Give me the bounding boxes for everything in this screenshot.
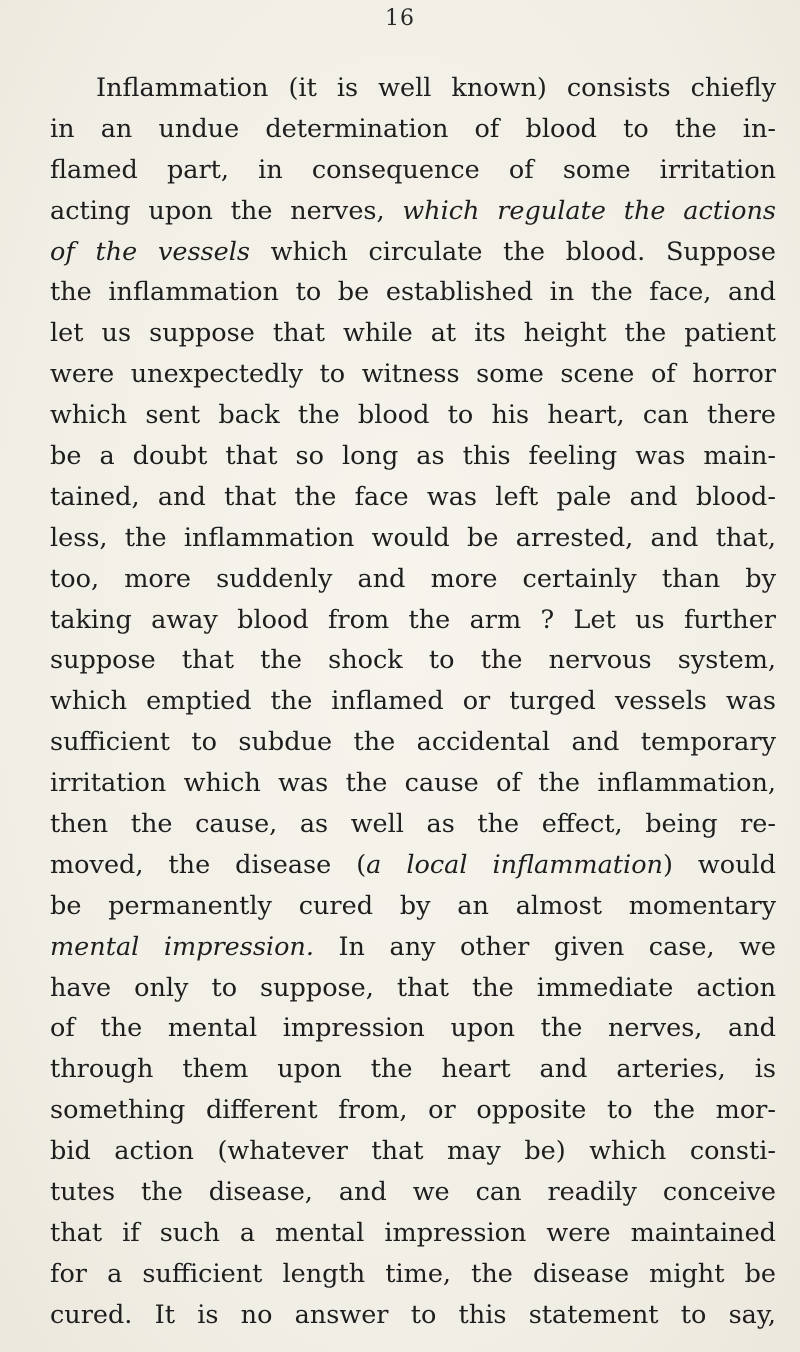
italic-segment: mental impression. — [50, 931, 314, 962]
text-line: then the cause, as well as the effect, being re- — [50, 809, 776, 840]
text-line: tutes the disease, and we can readily conceive — [50, 1177, 776, 1208]
text-line — [50, 191, 776, 232]
text-segment: ) would — [662, 849, 776, 880]
text-line — [50, 845, 776, 886]
text-segment: acting upon the nerves, — [50, 195, 403, 226]
text-segment: In any other given case, we — [313, 931, 776, 962]
text-line: have only to suppose, that the immediate action — [50, 972, 776, 1003]
text-segment: which circulate the blood. Suppose — [249, 236, 776, 267]
text-line: irritation which was the cause of the inflammation, — [50, 768, 776, 799]
text-line: tained, and that the face was left pale and blood- — [50, 481, 776, 512]
text-line: sufficient to subdue the accidental and temporary — [50, 727, 776, 758]
text-line: that if such a mental impression were maintained — [50, 1217, 776, 1248]
text-line: be permanently cured by an almost momentary — [50, 890, 776, 921]
text-line — [50, 232, 776, 273]
page-number: 16 — [385, 6, 415, 31]
text-line: suppose that the shock to the nervous system, — [50, 645, 776, 676]
text-line — [50, 927, 776, 968]
text-line: less, the inflammation would be arrested, and that, — [50, 522, 776, 553]
text-line: the inflammation to be established in the face, and — [50, 277, 776, 308]
text-line: flamed part, in consequence of some irritation — [50, 154, 776, 185]
text-line: bid action (whatever that may be) which consti- — [50, 1136, 776, 1167]
text-segment: moved, the disease ( — [50, 849, 367, 880]
text-line: which sent back the blood to his heart, can there — [50, 400, 776, 431]
italic-segment: of the vessels — [50, 236, 250, 267]
text-line: be a doubt that so long as this feeling was main- — [50, 441, 776, 472]
text-line: too, more suddenly and more certainly than by — [50, 563, 776, 594]
italic-segment: which regulate the actions — [402, 195, 776, 226]
text-line: something different from, or opposite to the mor- — [50, 1095, 776, 1126]
text-line: Inflammation (it is well known) consists chiefly — [96, 73, 776, 103]
text-line: taking away blood from the arm ? Let us further — [50, 604, 776, 635]
text-line: which emptied the inflamed or turged vessels was — [50, 686, 776, 717]
text-line: for a sufficient length time, the disease might be — [50, 1258, 776, 1289]
text-line: were unexpectedly to witness some scene of horror — [50, 359, 776, 390]
text-line: in an undue determination of blood to the in- — [50, 113, 776, 144]
italic-segment: a local inflammation — [366, 849, 663, 880]
text-line: through them upon the heart and arteries, is — [50, 1054, 776, 1085]
body-text — [50, 68, 776, 1336]
text-line: of the mental impression upon the nerves, and — [50, 1013, 776, 1044]
text-line: let us suppose that while at its height the patient — [50, 318, 776, 349]
text-line: cured. It is no answer to this statement to say, — [50, 1299, 776, 1330]
